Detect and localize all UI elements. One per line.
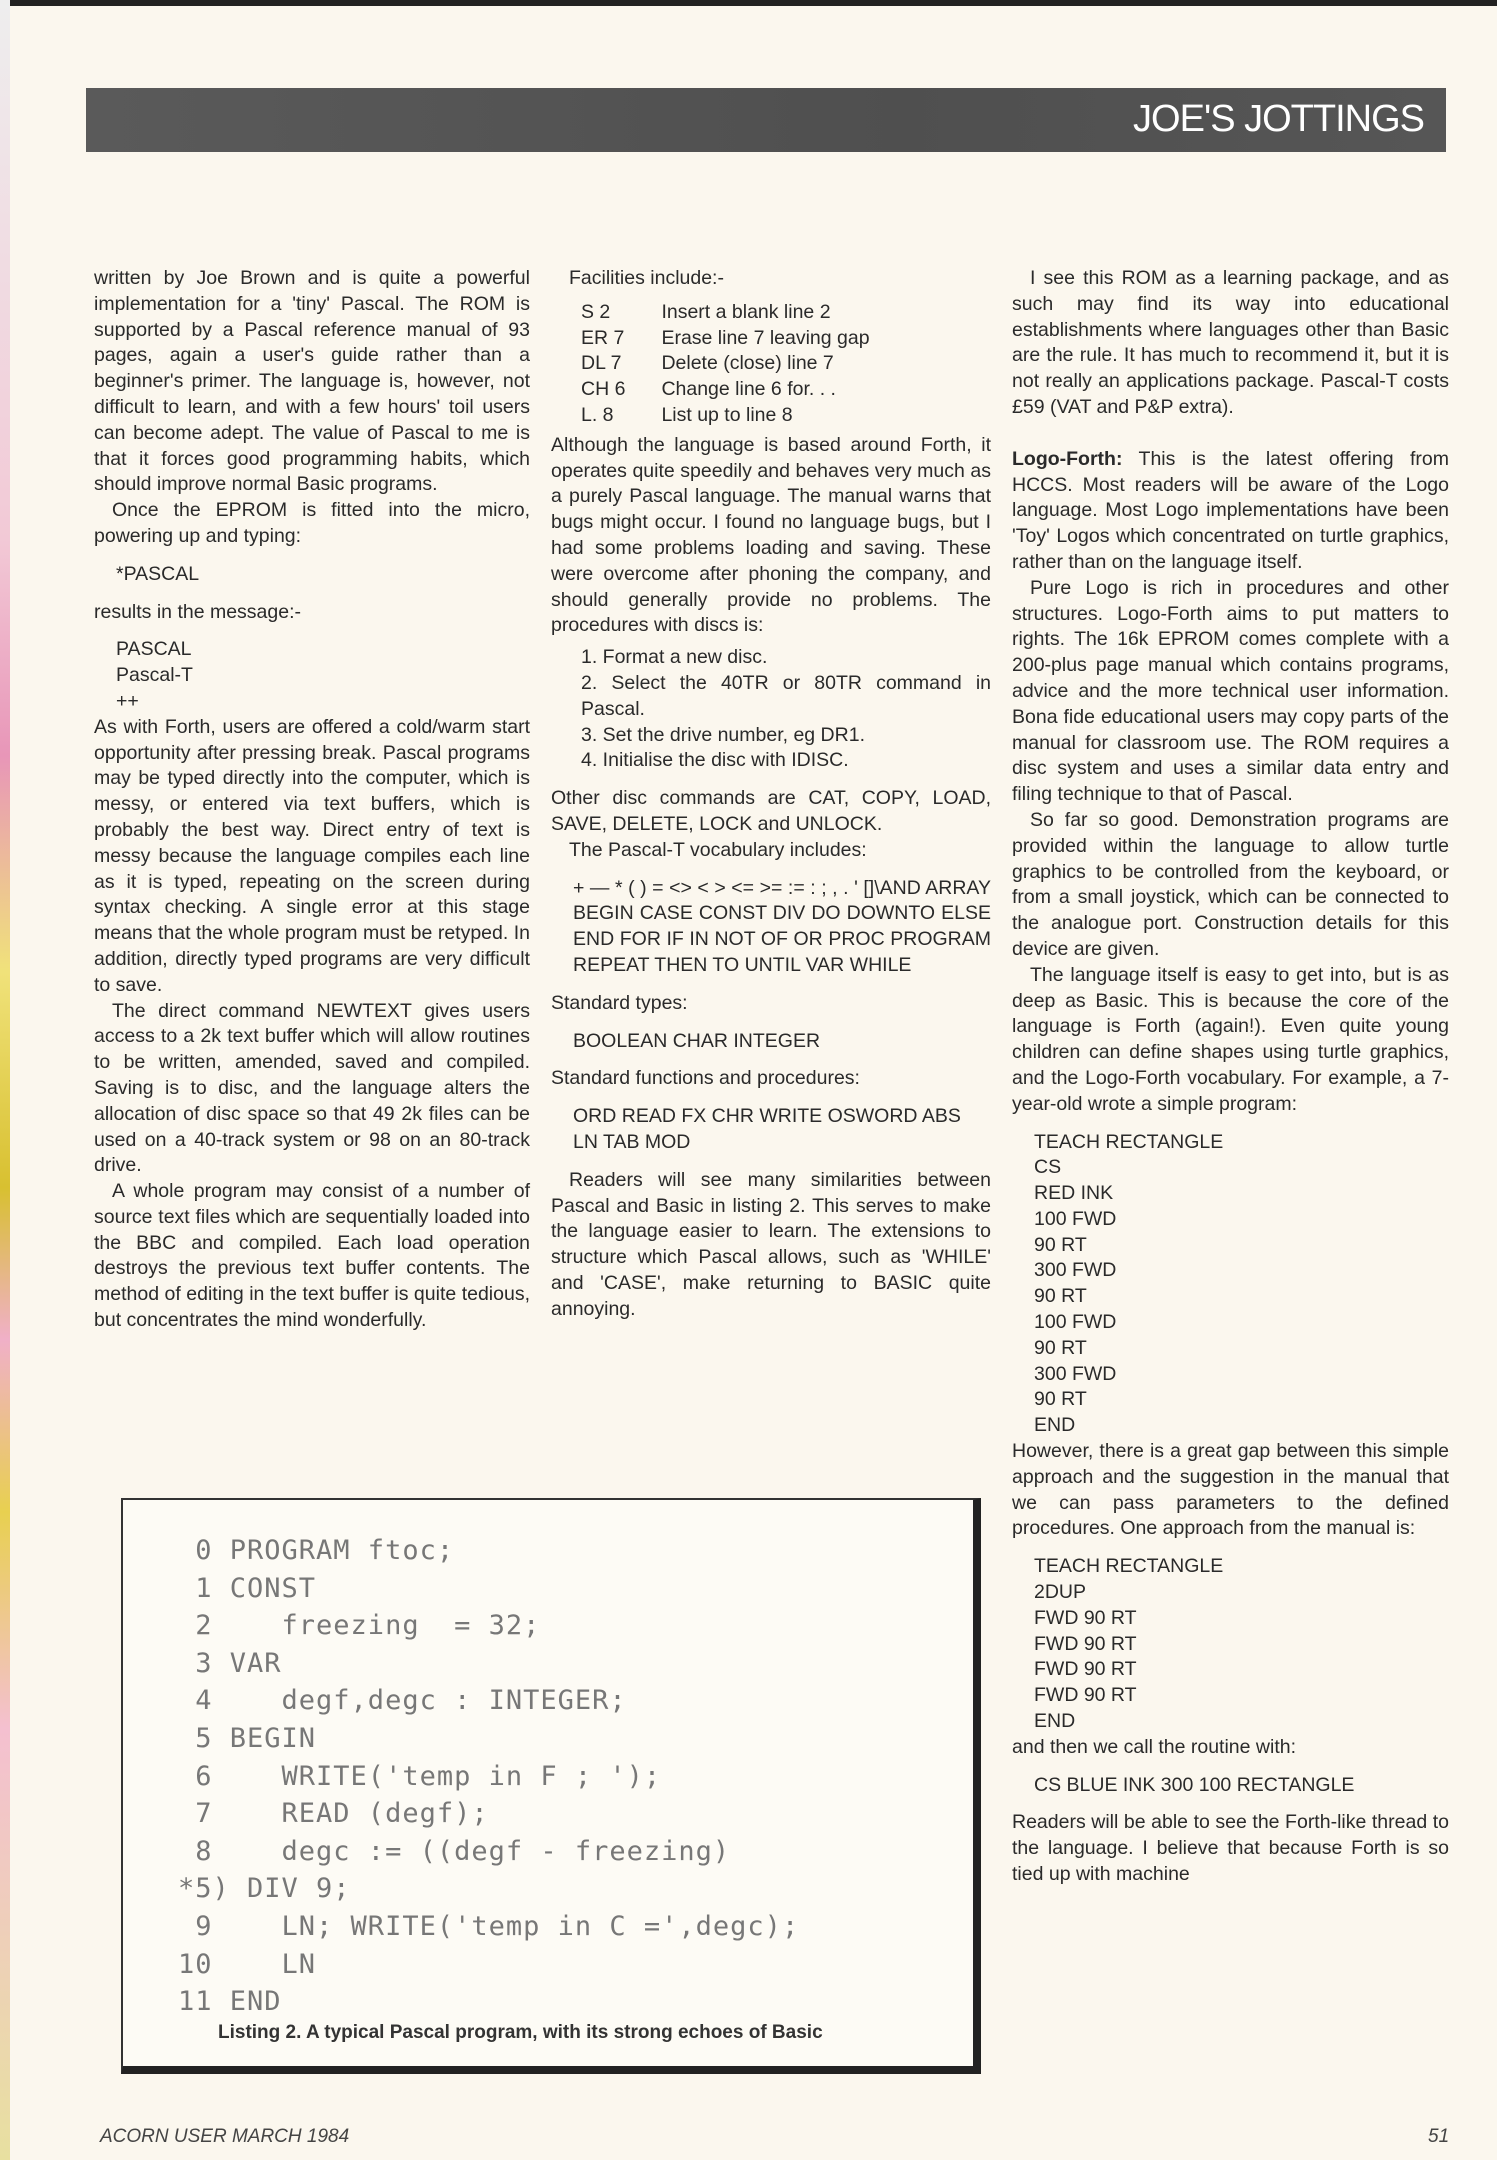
command: L. 8 [581,403,614,426]
code-line: Pascal-T [116,664,193,687]
paragraph: Although the language is based around Forth, it operates quite speedily and behaves very much as a purely Pascal language. The manual warns that bugs might occur. I found no language bugs, but I had some problems loading and saving. These were overcome after phoning the company, and should generally provide no problems. The procedures with discs is: [551,433,991,637]
code-line: TEACH RECTANGLE [1034,1130,1224,1153]
code-line: 90 RT [1034,1336,1087,1359]
command: CH 6 [581,378,626,401]
paragraph: The direct command NEWTEXT gives users access to a 2k text buffer which will allow routines to be written, amended, saved and compiled. Saving is to disc, and the language alters the allocation of disc space so that 49 2k files can be used on a 40-track system or 98 on an 80-track drive. [94,999,530,1177]
code-line: FWD 90 RT [1034,1632,1137,1655]
code-line: 8 degc := ((degf - freezing) [178,1835,731,1867]
column-1 [94,266,530,1334]
description: List up to line 8 [661,403,793,426]
paragraph: The language itself is easy to get into, but is as deep as Basic. This is because the core of the language is Forth (again!). Even quite young children can define shapes using turtle graphics, and the Logo-Forth vocabulary. For example, a 7-year-old wrote a simple program: [1012,963,1449,1115]
list-item: 4. Initialise the disc with IDISC. [581,749,849,772]
list-item: 1. Format a new disc. [581,646,768,669]
adjacent-page-edge [0,0,10,2160]
command: ER 7 [581,326,625,349]
paragraph: Readers will be able to see the Forth-like thread to the language. I believe that because Forth is so tied up with machine [1012,1811,1449,1886]
facilities-intro: Facilities include:- [569,267,724,289]
label: Standard types: [551,991,688,1014]
command: S 2 [581,300,611,323]
top-rule [0,0,1497,6]
code-line: 11 END [178,1986,282,2018]
paragraph: So far so good. Demonstration programs are provided within the language to allow turtle graphics to be controlled from the keyboard, or from a small joystick, which can be connected to the analogue port. Construction details for this device are given. [1012,808,1449,960]
code-line: 2 freezing = 32; [178,1610,541,1642]
table-row [581,351,906,377]
paragraph: As with Forth, users are offered a cold/warm start opportunity after pressing break. Pascal programs may be typed directly into the computer, which is messy, or entered via text buffers, which is probably the best way. Direct entry of text is messy because the language compiles each line as it is typed, repeating on the screen during syntax checking. A single error at this stage means that the whole program must be retyped. In addition, directly typed programs are very difficult to save. [94,715,530,996]
code-line: 2DUP [1034,1581,1087,1604]
code-line: 300 FWD [1034,1362,1117,1385]
facilities-table [581,300,906,429]
column-3 [1012,266,1449,1888]
code-line: 90 RT [1034,1388,1087,1411]
table-row [581,326,906,352]
code-line: CS [1034,1156,1062,1179]
listing-box [121,1498,981,2074]
code-line: PASCAL [116,638,192,661]
code-line: 300 FWD [1034,1259,1117,1282]
code-line: TEACH RECTANGLE [1034,1555,1224,1578]
paragraph: results in the message:- [94,600,302,623]
label: Standard functions and procedures: [551,1067,860,1090]
code-line: 3 VAR [178,1647,282,1679]
section-title: JOE'S JOTTINGS [1133,98,1424,140]
description: Delete (close) line 7 [661,352,834,375]
code-line: 9 LN; WRITE('temp in C =',degc); [178,1910,800,1942]
paragraph: Readers will see many similarities between Pascal and Basic in listing 2. This serves to make the language easier to learn. The extensions to structure which Pascal allows, such as 'WHILE' and 'CASE', make returning to BASIC quite annoying. [551,1168,991,1320]
paragraph: I see this ROM as a learning package, and as such may find its way into educational establishments where languages other than Basic are the rule. It has much to recommend it, but it is not really an applications package. Pascal-T costs £59 (VAT and P&P extra). [1012,267,1449,418]
code-line: 100 FWD [1034,1311,1117,1334]
paragraph [1012,447,1449,576]
code-line: *PASCAL [116,562,200,585]
paragraph: However, there is a great gap between this simple approach and the suggestion in the manual that we can pass parameters to the defined procedures. One approach from the manual is: [1012,1440,1449,1540]
code-block [1012,1554,1449,1735]
footer-magazine: ACORN USER MARCH 1984 [100,2126,350,2147]
code-line: FWD 90 RT [1034,1606,1137,1629]
code-line: 4 degf,degc : INTEGER; [178,1685,627,1717]
functions: ORD READ FX CHR WRITE OSWORD ABS LN TAB MOD [573,1105,961,1153]
paragraph: Pure Logo is rich in procedures and other structures. Logo-Forth aims to put matters to rights. The 16k EPROM comes complete with a 200-plus page manual which contains programs, advice and the more technical user information. Bona fide educational users may copy parts of the manual for classroom use. The ROM requires a disc system and uses a similar data entry and filing technique to that of Pascal. [1012,576,1449,806]
paragraph: Once the EPROM is fitted into the micro, powering up and typing: [94,499,530,547]
code-line: 90 RT [1034,1285,1087,1308]
table-row [581,403,906,429]
code-line: RED INK [1034,1182,1114,1205]
command: DL 7 [581,352,622,375]
listing-caption: Listing 2. A typical Pascal program, with its strong echoes of Basic [218,2022,823,2043]
code-line: FWD 90 RT [1034,1658,1137,1681]
code-line: 100 FWD [1034,1207,1117,1230]
description: Erase line 7 leaving gap [661,326,870,349]
paragraph: The Pascal-T vocabulary includes: [569,838,867,861]
code-line: ++ [116,689,139,712]
paragraph: Other disc commands are CAT, COPY, LOAD, SAVE, DELETE, LOCK and UNLOCK. [551,787,991,835]
code-line: 10 LN [178,1948,317,1980]
code-line: 1 CONST [178,1572,317,1604]
types: BOOLEAN CHAR INTEGER [573,1029,821,1052]
table-row [581,377,906,403]
paragraph: and then we call the routine with: [1012,1735,1297,1758]
code-line: *5) DIV 9; [178,1873,351,1905]
description: Insert a blank line 2 [661,300,831,323]
list-item: 2. Select the 40TR or 80TR command in Pascal. [581,671,991,720]
code-line: 6 WRITE('temp in F ; '); [178,1760,662,1792]
code-line: 5 BEGIN [178,1722,317,1754]
vocabulary: + — * ( ) = <> < > <= >= := : ; , . ' []\AND ARRAY BEGIN CASE CONST DIV DO DOWNTO ELSE END FOR IF IN NOT OF OR PROC PROGRAM REPEAT THEN TO UNTIL VAR WHILE [573,876,991,976]
program-listing [178,1532,799,2021]
code-line: 90 RT [1034,1233,1087,1256]
subheading: Logo-Forth: [1012,447,1123,470]
description: Change line 6 for. . . [661,378,836,401]
code-line: CS BLUE INK 300 100 RECTANGLE [1034,1773,1355,1796]
paragraph-text: This is the latest offering from HCCS. Most readers will be aware of the Logo language. Most Logo implementations have been 'Toy' Logos which concentrated on turtle graphics, rather than on the language itself. [1012,447,1449,573]
code-line: END [1034,1710,1076,1733]
code-line: 0 PROGRAM ftoc; [178,1535,455,1566]
code-line: FWD 90 RT [1034,1684,1137,1707]
disc-steps [551,645,991,774]
table-row [581,300,906,326]
section-header-bar [86,88,1446,152]
page-number: 51 [1428,2126,1450,2147]
list-item: 3. Set the drive number, eg DR1. [581,723,865,746]
code-line: 7 READ (degf); [178,1798,489,1830]
paragraph: A whole program may consist of a number of source text files which are sequentially loaded into the BBC and compiled. Each load operation destroys the previous text buffer contents. The method of editing in the text buffer is quite tedious, but concentrates the mind wonderfully. [94,1180,530,1332]
code-line: END [1034,1414,1076,1437]
column-2 [551,266,991,1322]
code-block [1012,1130,1449,1440]
paragraph: written by Joe Brown and is quite a powerful implementation for a 'tiny' Pascal. The ROM is supported by a Pascal reference manual of 93 pages, again a user's guide rather than a beginner's primer. The language is, however, not difficult to learn, and with a few hours' toil users can become adept. The value of Pascal to me is that it forces good programming habits, which should improve normal Basic programs. [94,267,530,496]
